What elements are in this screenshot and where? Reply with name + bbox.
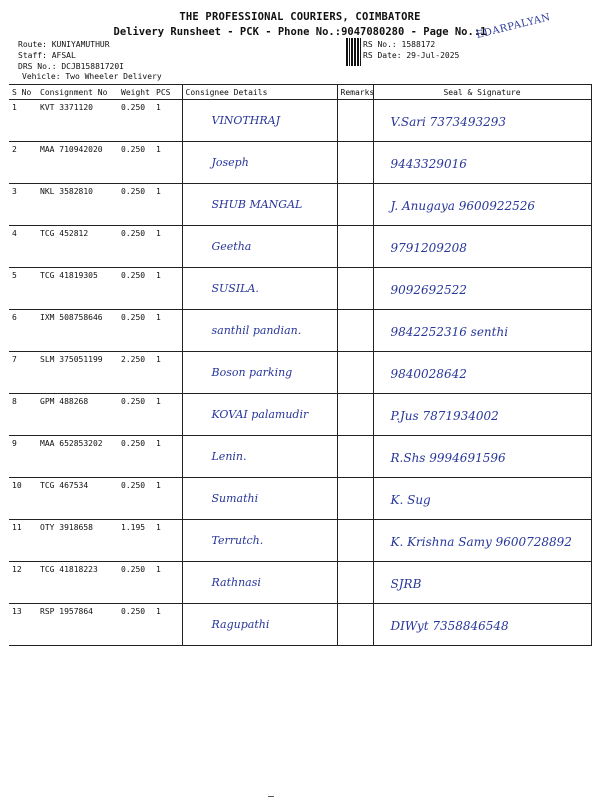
cell-consignee (182, 226, 337, 268)
footer-mark (268, 796, 274, 797)
col-remarks: Remarks (337, 85, 373, 100)
cell-pcs: 1 (153, 562, 182, 604)
cell-consignee (182, 478, 337, 520)
barcode (346, 38, 361, 66)
cell-consignee (182, 100, 337, 142)
col-sno: S No (9, 85, 37, 100)
cell-sno: 2 (9, 142, 37, 184)
cell-consignment-no: IXM 508758646 (37, 310, 118, 352)
cell-remarks (337, 226, 373, 268)
cell-consignment-no: TCG 41818223 (37, 562, 118, 604)
cell-consignment-no: MAA 652853202 (37, 436, 118, 478)
cell-consignee (182, 394, 337, 436)
cell-consignment-no: RSP 1957864 (37, 604, 118, 646)
cell-remarks (337, 394, 373, 436)
cell-consignee (182, 562, 337, 604)
cell-remarks (337, 184, 373, 226)
cell-sno: 7 (9, 352, 37, 394)
handwritten-consignee-name: Boson parking (211, 366, 293, 379)
cell-signature (373, 184, 591, 226)
cell-consignee (182, 268, 337, 310)
cell-weight: 0.250 (118, 604, 153, 646)
table-row (9, 562, 591, 604)
table-row (9, 268, 591, 310)
runsheet-table (9, 84, 592, 646)
cell-remarks (337, 352, 373, 394)
cell-remarks (337, 604, 373, 646)
cell-weight: 0.250 (118, 436, 153, 478)
cell-consignee (182, 142, 337, 184)
cell-sno: 8 (9, 394, 37, 436)
cell-remarks (337, 436, 373, 478)
cell-remarks (337, 310, 373, 352)
cell-weight: 0.250 (118, 142, 153, 184)
handwritten-signature: V.Sari 7373493293 (390, 115, 506, 129)
table-header-row (9, 85, 591, 100)
cell-weight: 0.250 (118, 310, 153, 352)
table-row (9, 184, 591, 226)
cell-pcs: 1 (153, 394, 182, 436)
handwritten-consignee-name: KOVAI palamudir (211, 408, 309, 421)
runsheet-subtitle: Delivery Runsheet - PCK - Phone No.:9047080280 - Page No.:1 (113, 26, 487, 38)
col-consignee: Consignee Details (182, 85, 337, 100)
cell-sno: 3 (9, 184, 37, 226)
handwritten-consignee-name: Geetha (211, 240, 252, 253)
route-text: Route: KUNIYAMUTHUR (18, 40, 110, 49)
cell-pcs: 1 (153, 310, 182, 352)
cell-consignee (182, 436, 337, 478)
cell-consignee (182, 520, 337, 562)
handwritten-consignee-name: Sumathi (211, 492, 259, 505)
handwritten-consignee-name: Rathnasi (211, 576, 261, 589)
cell-weight: 0.250 (118, 478, 153, 520)
cell-signature (373, 520, 591, 562)
handwritten-consignee-name: Ragupathi (211, 618, 270, 631)
cell-signature (373, 478, 591, 520)
handwritten-consignee-name: SHUB MANGAL (211, 198, 303, 211)
col-signature: Seal & Signature (373, 85, 591, 100)
handwritten-signature: P.Jus 7871934002 (390, 409, 499, 423)
table-row (9, 394, 591, 436)
cell-weight: 0.250 (118, 394, 153, 436)
table-row (9, 520, 591, 562)
cell-pcs: 1 (153, 520, 182, 562)
table-row (9, 352, 591, 394)
cell-consignment-no: GPM 488268 (37, 394, 118, 436)
handwritten-signature: K. Krishna Samy 9600728892 (390, 535, 572, 549)
drs-number: DRS No.: DCJB15881720I (18, 62, 124, 71)
handwritten-consignee-name: VINOTHRAJ (211, 114, 280, 127)
cell-pcs: 1 (153, 226, 182, 268)
company-title: THE PROFESSIONAL COURIERS, COIMBATORE (179, 11, 421, 23)
rs-date: RS Date: 29-Jul-2025 (363, 51, 460, 60)
table-row (9, 142, 591, 184)
cell-consignee (182, 604, 337, 646)
cell-consignment-no: TCG 41819305 (37, 268, 118, 310)
table-row (9, 310, 591, 352)
cell-pcs: 1 (153, 478, 182, 520)
cell-remarks (337, 520, 373, 562)
table-row (9, 226, 591, 268)
cell-sno: 4 (9, 226, 37, 268)
cell-consignee (182, 184, 337, 226)
cell-signature (373, 436, 591, 478)
handwritten-signature: 9092692522 (390, 283, 467, 297)
col-consignment: Consignment No (37, 85, 118, 100)
cell-consignment-no: SLM 375051199 (37, 352, 118, 394)
cell-signature (373, 310, 591, 352)
handwritten-signature: 9842252316 senthi (390, 325, 509, 339)
cell-weight: 0.250 (118, 268, 153, 310)
cell-remarks (337, 100, 373, 142)
cell-consignment-no: TCG 467534 (37, 478, 118, 520)
table-row (9, 478, 591, 520)
handwritten-consignee-name: Joseph (211, 156, 249, 169)
handwritten-signature: J. Anugaya 9600922526 (390, 199, 536, 213)
cell-sno: 10 (9, 478, 37, 520)
cell-pcs: 1 (153, 352, 182, 394)
cell-signature (373, 562, 591, 604)
cell-pcs: 1 (153, 184, 182, 226)
handwritten-consignee-name: SUSILA. (211, 282, 259, 295)
handwritten-signature: K. Sug (390, 493, 431, 507)
cell-signature (373, 352, 591, 394)
cell-pcs: 1 (153, 268, 182, 310)
rs-number: RS No.: 1588172 (363, 40, 436, 49)
cell-pcs: 1 (153, 436, 182, 478)
handwritten-consignee-name: Lenin. (211, 450, 247, 463)
cell-pcs: 1 (153, 100, 182, 142)
col-weight: Weight (118, 85, 153, 100)
table-row (9, 604, 591, 646)
handwritten-signature: 9791209208 (390, 241, 467, 255)
cell-signature (373, 604, 591, 646)
cell-pcs: 1 (153, 142, 182, 184)
cell-sno: 5 (9, 268, 37, 310)
cell-remarks (337, 562, 373, 604)
cell-signature (373, 268, 591, 310)
cell-consignment-no: NKL 3582810 (37, 184, 118, 226)
cell-sno: 12 (9, 562, 37, 604)
cell-remarks (337, 142, 373, 184)
handwritten-consignee-name: santhil pandian. (211, 324, 302, 337)
cell-pcs: 1 (153, 604, 182, 646)
cell-sno: 6 (9, 310, 37, 352)
table-row (9, 436, 591, 478)
cell-consignment-no: TCG 452812 (37, 226, 118, 268)
handwritten-signature: SJRB (390, 577, 422, 591)
cell-sno: 11 (9, 520, 37, 562)
cell-signature (373, 394, 591, 436)
cell-sno: 9 (9, 436, 37, 478)
cell-consignment-no: KVT 3371120 (37, 100, 118, 142)
handwritten-signature: R.Shs 9994691596 (390, 451, 506, 465)
handwritten-signature: DIWyt 7358846548 (390, 619, 509, 633)
cell-weight: 2.250 (118, 352, 153, 394)
cell-consignment-no: MAA 710942020 (37, 142, 118, 184)
cell-signature (373, 100, 591, 142)
cell-signature (373, 142, 591, 184)
staff-text: Staff: AFSAL (18, 51, 76, 60)
handwritten-area-note: EDARPALYAN (475, 11, 552, 41)
table-row (9, 100, 591, 142)
cell-consignee (182, 352, 337, 394)
cell-consignment-no: OTY 3918658 (37, 520, 118, 562)
cell-weight: 0.250 (118, 226, 153, 268)
handwritten-consignee-name: Terrutch. (211, 534, 264, 547)
handwritten-signature: 9840028642 (390, 367, 467, 381)
cell-sno: 1 (9, 100, 37, 142)
cell-consignee (182, 310, 337, 352)
cell-sno: 13 (9, 604, 37, 646)
handwritten-signature: 9443329016 (390, 157, 467, 171)
cell-remarks (337, 268, 373, 310)
cell-weight: 0.250 (118, 184, 153, 226)
cell-signature (373, 226, 591, 268)
col-pcs: PCS (153, 85, 182, 100)
cell-weight: 0.250 (118, 562, 153, 604)
cell-weight: 1.195 (118, 520, 153, 562)
vehicle-text: Vehicle: Two Wheeler Delivery (22, 72, 162, 81)
cell-weight: 0.250 (118, 100, 153, 142)
cell-remarks (337, 478, 373, 520)
